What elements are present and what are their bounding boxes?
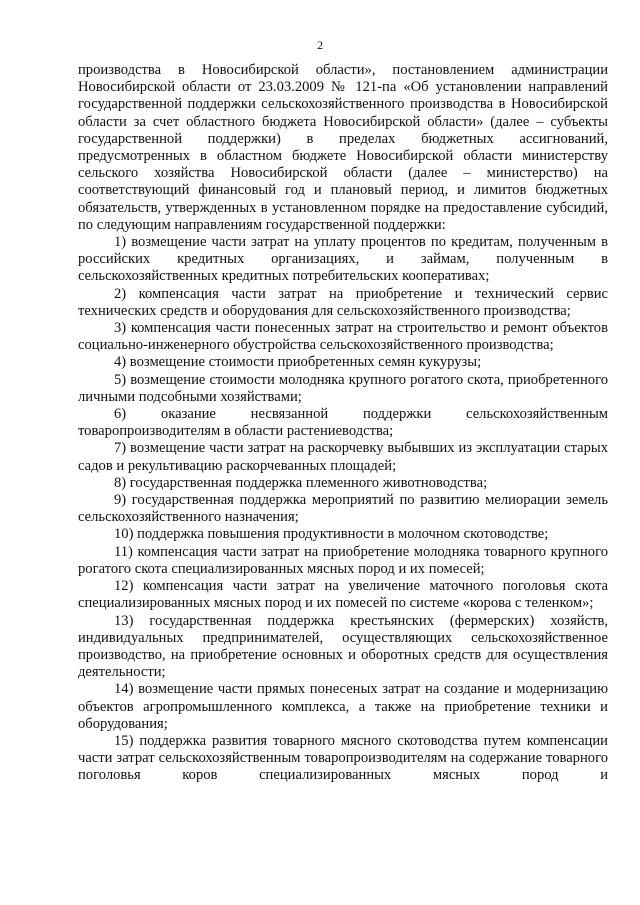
intro-paragraph: производства в Новосибирской области», постановлением администрации Новосибирской области от 23.03.2009 № 121-па «Об установлении направлений государственной поддержки сельскохозяйственного производства в Новосибирской области за счет областного бюджета Новосибирской области» (далее – субъекты государственной поддержки) в пределах бюджетных ассигнований, предусмотренных в областном бюджете Новосибирской области министерству сельского хозяйства Новосибирской области (далее – министерство) на соответствующий финансовый год и плановый период, и лимитов бюджетных обязательств, утвержденных в установленном порядке на предоставление субсидий, по следующим направлениям государственной поддержки: [78, 62, 608, 233]
list-item-11: 11) компенсация части затрат на приобретение молодняка товарного крупного рогатого скота специализированных мясных пород и их помесей; [78, 543, 608, 577]
list-item-6: 6) оказание несвязанной поддержки сельскохозяйственным товаропроизводителям в области растениеводства; [78, 406, 608, 440]
page-number: 2 [317, 38, 323, 52]
list-item-9: 9) государственная поддержка мероприятий по развитию мелиорации земель сельскохозяйственного назначения; [78, 492, 608, 526]
list-item-1: 1) возмещение части затрат на уплату процентов по кредитам, полученным в российских кредитных организациях, и займам, полученным в сельскохозяйственных кредитных потребительских кооперативах; [78, 234, 608, 285]
list-item-3: 3) компенсация части понесенных затрат на строительство и ремонт объектов социально-инженерного обустройства сельскохозяйственного производства; [78, 320, 608, 354]
list-item-12: 12) компенсация части затрат на увеличение маточного поголовья скота специализированных мясных пород и их помесей по системе «корова с теленком»; [78, 578, 608, 612]
list-item-8: 8) государственная поддержка племенного животноводства; [114, 474, 488, 491]
list-item-5: 5) возмещение стоимости молодняка крупного рогатого скота, приобретенного личными подсобными хозяйствами; [78, 371, 608, 405]
list-item-13: 13) государственная поддержка крестьянских (фермерских) хозяйств, индивидуальных предпринимателей, осуществляющих сельскохозяйственное производство, на приобретение основных и оборотных средств для осуществления деятельности; [78, 612, 608, 681]
document-body [78, 62, 608, 785]
list-item-15: 15) поддержка развития товарного мясного скотоводства путем компенсации части затрат сельскохозяйственным товаропроизводителям на содержание товарного поголовья коров специализированных мясных пород и [78, 732, 608, 784]
list-item-4: 4) возмещение стоимости приобретенных семян кукурузы; [114, 354, 482, 371]
list-item-2: 2) компенсация части затрат на приобретение и технический сервис технических средств и оборудования для сельскохозяйственного производства; [78, 285, 608, 319]
list-item-10: 10) поддержка повышения продуктивности в молочном скотоводстве; [114, 526, 549, 543]
list-item-14: 14) возмещение части прямых понесеных затрат на создание и модернизацию объектов агропромышленного комплекса, а также на приобретение техники и оборудования; [78, 681, 608, 732]
list-item-7: 7) возмещение части затрат на раскорчевку выбывших из эксплуатации старых садов и рекультивацию раскорчеванных площадей; [78, 440, 608, 474]
